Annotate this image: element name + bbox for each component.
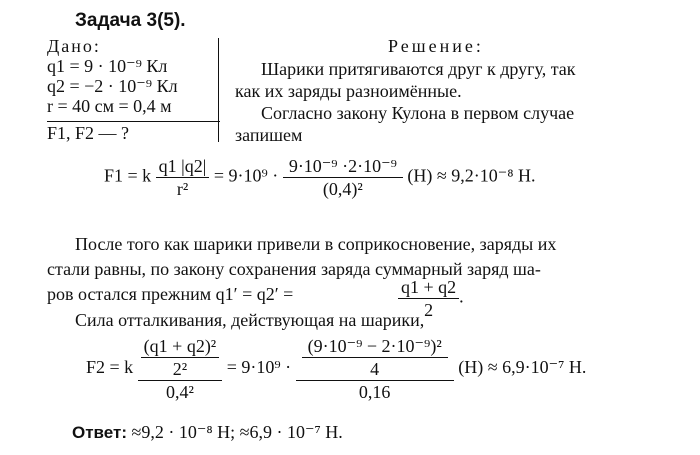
solution-line-3: Согласно закону Кулона в первом случае <box>261 103 575 123</box>
eq3-fraction-outer <box>138 335 223 403</box>
equation-f2 <box>86 335 586 403</box>
answer-line <box>72 422 343 443</box>
eq3-middle: = 9·10⁹ · <box>226 357 292 378</box>
paragraph-repulsion: Сила отталкивания, действующая на шарики, <box>75 310 425 330</box>
eq3-result: (Н) ≈ 6,9·10⁻⁷ Н. <box>458 357 587 378</box>
eq3-outer-numerator <box>138 335 223 381</box>
given-q2: q2 = −2 · 10⁻⁹ Кл <box>47 76 178 96</box>
eq3-outer-numerator-2 <box>296 335 454 381</box>
paragraph-contact <box>47 232 667 307</box>
equal-charge-formula: $\frac{q1 + q2}{2}$ . <box>398 276 464 321</box>
given-divider-vertical <box>218 38 219 142</box>
solution-line-1: Шарики притягиваются друг к другу, так <box>261 59 576 79</box>
eq3-inner-denominator: 2² <box>172 359 188 379</box>
given-block <box>47 36 178 143</box>
eq1-lhs: F1 = k <box>104 165 152 186</box>
eq3-fraction-2 <box>296 335 454 403</box>
problem-title: Задача 3(5). <box>75 10 186 31</box>
eq1-fraction-1 <box>156 155 210 200</box>
eq1-middle: = 9·10⁹ · <box>213 165 279 186</box>
eq1-result: (Н) ≈ 9,2·10⁻⁸ Н. <box>407 165 536 186</box>
inline-fraction-denominator: 2 <box>424 300 434 320</box>
equation-f1 <box>104 155 536 200</box>
eq1-fraction-2 <box>283 155 403 200</box>
eq3-inner-fraction-2 <box>302 335 448 380</box>
inline-fraction-numerator: q1 + q2 <box>398 276 459 299</box>
answer-text: ≈9,2 · 10⁻⁸ Н; ≈6,9 · 10⁻⁷ Н. <box>131 422 343 442</box>
given-heading: Дано: <box>47 36 101 56</box>
eq3-lhs: F2 = k <box>86 357 134 378</box>
solution-text <box>235 58 576 146</box>
paragraph1-line-1: После того как шарики привели в соприкосновение, заряды их <box>75 234 557 254</box>
eq1-denominator-2: (0,4)² <box>322 179 363 199</box>
eq3-outer-denominator-2: 0,16 <box>358 382 391 402</box>
solution-line-2: как их заряды разноимённые. <box>235 81 462 101</box>
eq3-inner-denominator-2: 4 <box>370 359 380 379</box>
eq3-outer-denominator: 0,4² <box>165 382 194 402</box>
given-divider-horizontal <box>47 121 220 122</box>
solution-heading: Решение: <box>388 36 484 56</box>
answer-label: Ответ: <box>72 423 127 442</box>
given-q1: q1 = 9 · 10⁻⁹ Кл <box>47 56 168 76</box>
eq3-inner-numerator-2: (9·10⁻⁹ − 2·10⁻⁹)² <box>302 335 448 358</box>
eq3-inner-numerator: (q1 + q2)² <box>141 335 220 358</box>
paragraph1-line-2: стали равны, по закону сохранения заряда суммарный заряд ша- <box>47 259 541 279</box>
given-r: r = 40 см = 0,4 м <box>47 96 172 116</box>
given-unknown: F1, F2 — ? <box>47 123 130 143</box>
eq1-numerator-2: 9·10⁻⁹ ·2·10⁻⁹ <box>283 155 403 178</box>
eq1-denominator: r² <box>176 179 189 199</box>
eq3-inner-fraction <box>141 335 220 380</box>
paragraph1-line-3: ров остался прежним q1′ = q2′ = <box>47 284 294 304</box>
eq1-numerator: q1 |q2| <box>156 155 210 178</box>
solution-line-4: запишем <box>235 125 303 145</box>
